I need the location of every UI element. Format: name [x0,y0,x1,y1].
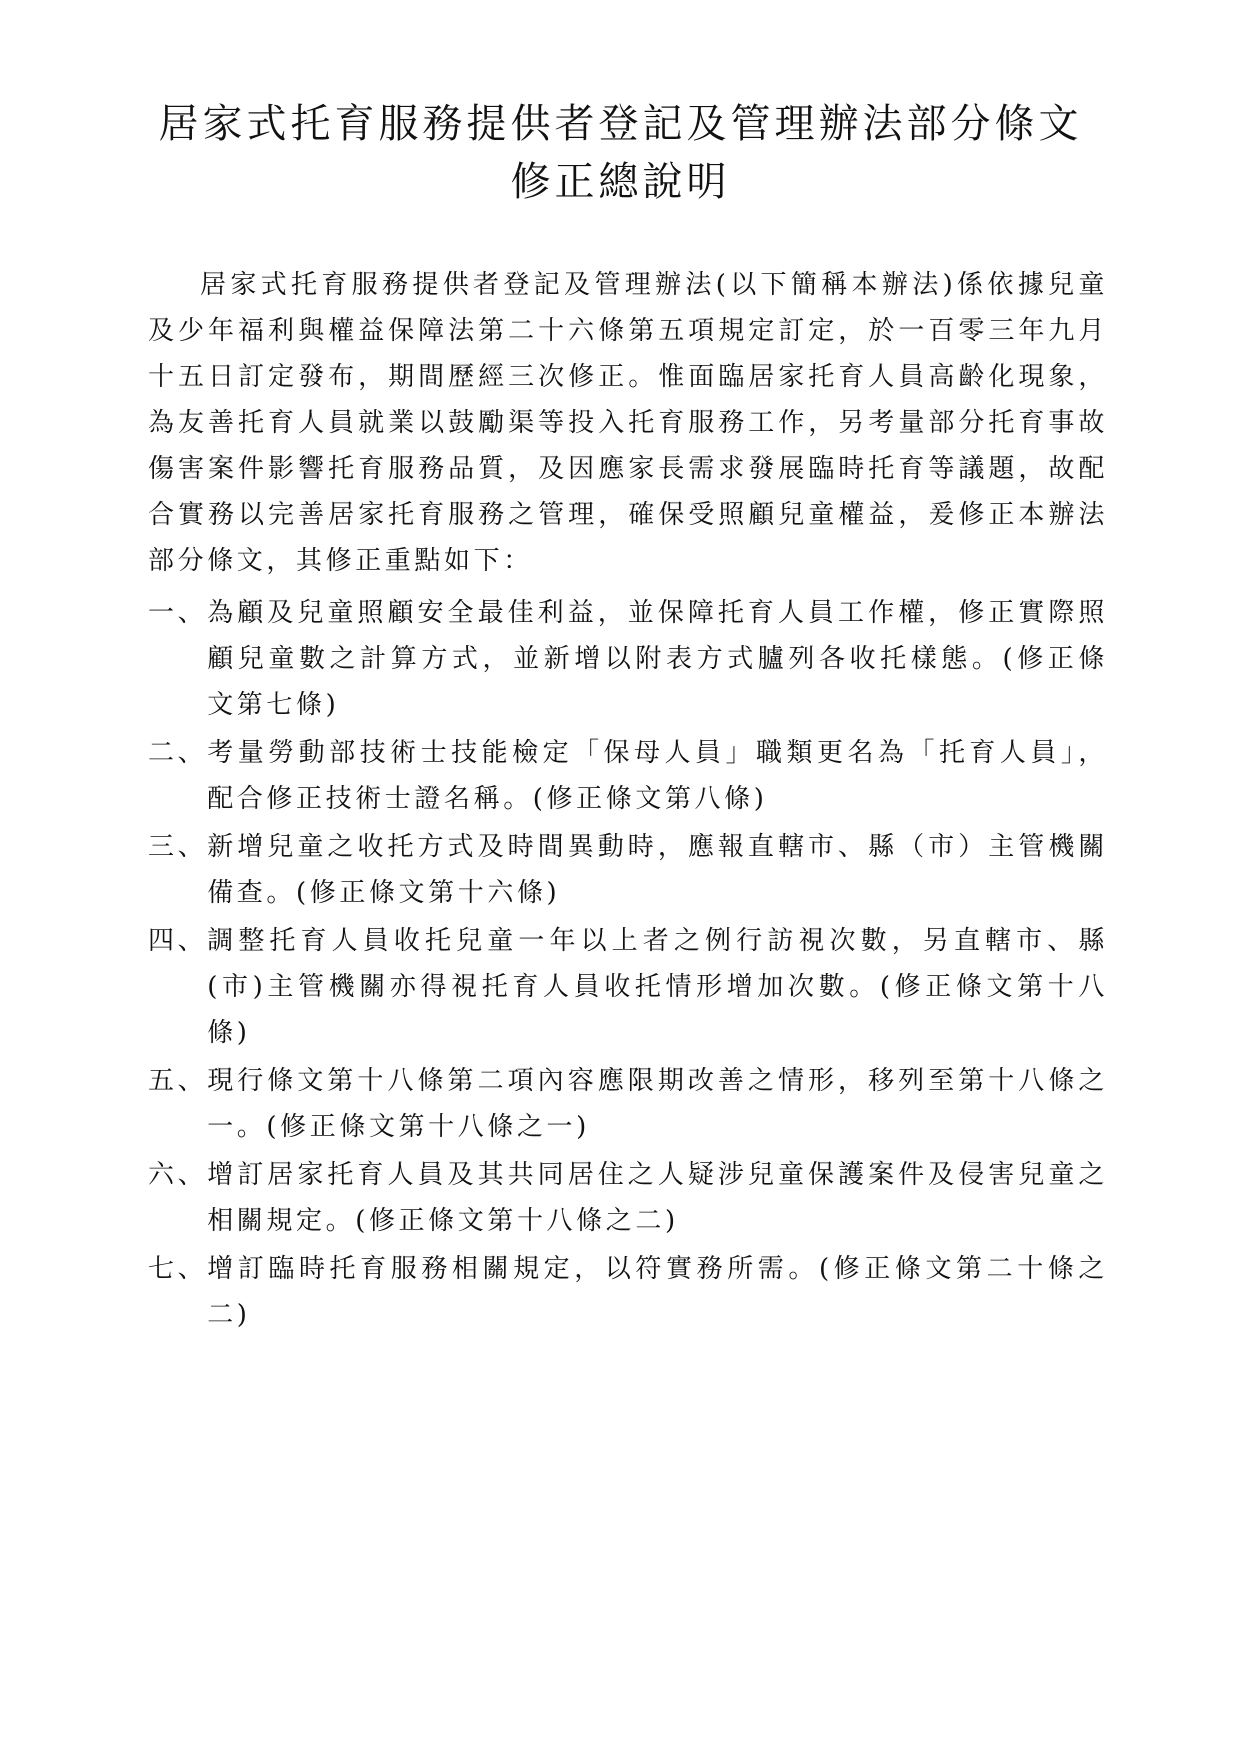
item-number: 二、 [148,738,208,768]
item-number: 七、 [148,1254,208,1284]
list-item [148,1246,1108,1338]
item-number: 五、 [148,1066,208,1096]
item-text: 增訂居家托育人員及其共同居住之人疑涉兒童保護案件及侵害兒童之相關規定。(修正條文第十八條之二) [207,1160,1108,1236]
intro-paragraph: 居家式托育服務提供者登記及管理辦法(以下簡稱本辦法)係依據兒童及少年福利與權益保障法第二十六條第五項規定訂定，於一百零三年九月十五日訂定發布，期間歷經三次修正。惟面臨居家托育人員高齡化現象，為友善托育人員就業以鼓勵渠等投入托育服務工作，另考量部分托育事故傷害案件影響托育服務品質，及因應家長需求發展臨時托育等議題，故配合實務以完善居家托育服務之管理，確保受照顧兒童權益，爰修正本辦法部分條文，其修正重點如下： [148,270,1108,576]
list-item [148,590,1108,728]
item-text: 增訂臨時托育服務相關規定，以符實務所需。(修正條文第二十條之二) [207,1254,1108,1330]
item-number: 四、 [148,926,208,956]
item-text: 新增兒童之收托方式及時間異動時，應報直轄市、縣（市）主管機關備查。(修正條文第十六條) [207,832,1108,908]
list-item [148,730,1108,822]
list-item [148,918,1108,1056]
item-number: 一、 [148,598,208,628]
item-text: 現行條文第十八條第二項內容應限期改善之情形，移列至第十八條之一。(修正條文第十八條之一) [207,1066,1108,1142]
list-item [148,824,1108,916]
item-text: 考量勞動部技術士技能檢定「保母人員」職類更名為「托育人員」，配合修正技術士證名稱。(修正條文第八條) [207,738,1108,814]
item-number: 三、 [148,832,208,862]
item-number: 六、 [148,1160,208,1190]
document-title: 居家式托育服務提供者登記及管理辦法部分條文 [158,101,1083,147]
list-item [148,1152,1108,1244]
list-item [148,1058,1108,1150]
item-text: 為顧及兒童照顧安全最佳利益，並保障托育人員工作權，修正實際照顧兒童數之計算方式，並新增以附表方式臚列各收托樣態。(修正條文第七條) [207,598,1108,720]
amendment-list [148,590,1108,1340]
item-text: 調整托育人員收托兒童一年以上者之例行訪視次數，另直轄市、縣(市)主管機關亦得視托育人員收托情形增加次數。(修正條文第十八條) [207,926,1108,1048]
document-subtitle: 修正總說明 [510,159,731,205]
